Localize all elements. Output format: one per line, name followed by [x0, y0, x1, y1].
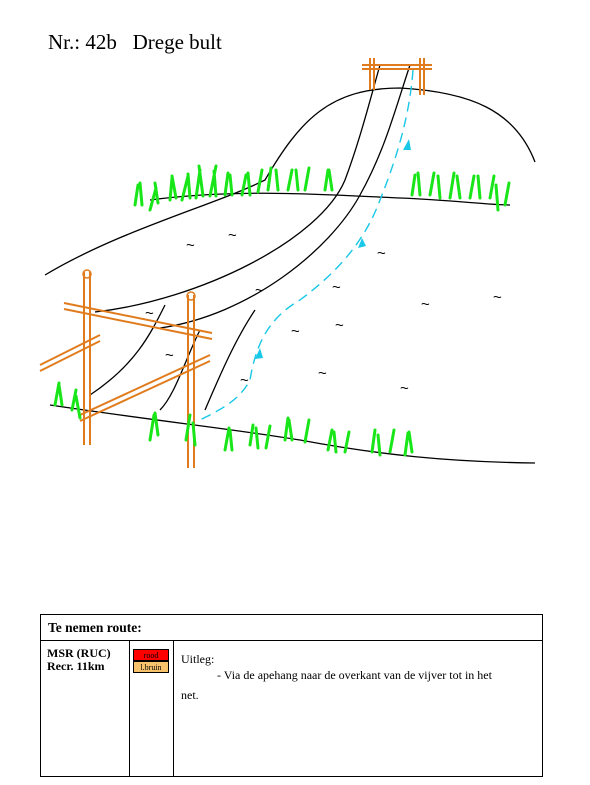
svg-text:~: ~ — [421, 296, 430, 313]
explanation-text: - Via de apehang naar de overkant van de vijver tot in het — [217, 668, 492, 682]
svg-text:~: ~ — [145, 305, 154, 322]
water-marks — [145, 227, 502, 397]
route-header: Te nemen route: — [41, 615, 542, 641]
recreation-name: Recr. 11km — [47, 659, 105, 673]
svg-text:~: ~ — [291, 323, 300, 340]
svg-text:~: ~ — [335, 317, 344, 334]
svg-text:~: ~ — [186, 237, 195, 254]
svg-text:~: ~ — [493, 289, 502, 306]
svg-text:~: ~ — [400, 380, 409, 397]
route-arrow-1 — [403, 139, 411, 150]
route-markers-cell — [130, 641, 174, 776]
svg-text:~: ~ — [165, 347, 174, 364]
course-name: MSR (RUC) — [47, 646, 111, 660]
route-arrow-3 — [255, 348, 263, 359]
svg-text:~: ~ — [332, 279, 341, 296]
marker-rood: rood — [133, 649, 169, 661]
explanation-text-cont: net. — [181, 688, 199, 702]
svg-text:~: ~ — [228, 227, 237, 244]
svg-text:~: ~ — [377, 245, 386, 262]
route-explanation-cell — [173, 641, 542, 776]
svg-text:~: ~ — [240, 372, 249, 389]
page-title: Nr.: 42b Drege bult — [48, 30, 222, 54]
grass — [55, 166, 509, 455]
explanation-label: Uitleg: — [181, 652, 215, 666]
svg-text:~: ~ — [318, 365, 327, 382]
route-table — [40, 614, 543, 777]
slope-line-3 — [205, 310, 255, 410]
svg-text:~: ~ — [255, 282, 264, 299]
marker-lbruin: l.bruin — [133, 661, 169, 673]
route-course-cell — [41, 641, 130, 776]
